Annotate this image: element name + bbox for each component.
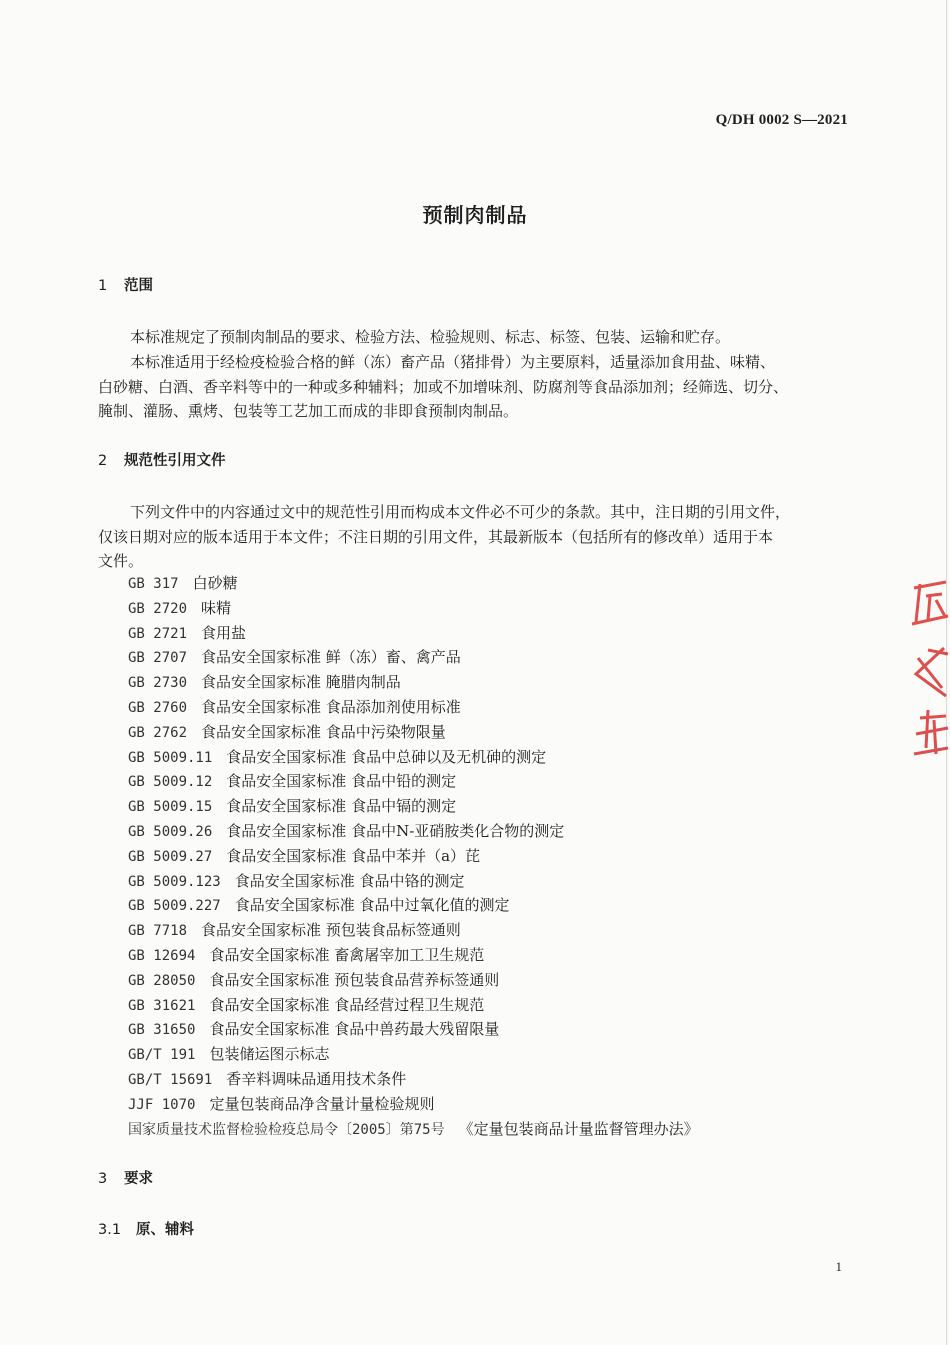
section-heading-normative	[98, 449, 226, 470]
reference-code: GB 31650	[128, 1022, 196, 1039]
intro-line: 仅该日期对应的版本适用于本文件；不注日期的引用文件，其最新版本（包括所有的修改单）适用于本	[98, 527, 774, 546]
reference-item	[128, 819, 699, 844]
reference-code: GB 2760	[128, 699, 188, 716]
reference-code: GB 2707	[128, 650, 188, 667]
section-title: 要求	[124, 1171, 153, 1187]
reference-item	[128, 844, 699, 869]
reference-title: 味精	[201, 598, 232, 617]
reference-title: 包装储运图示标志	[209, 1045, 330, 1064]
section-number: 1	[98, 278, 108, 294]
reference-list	[128, 571, 699, 1141]
reference-code: 国家质量技术监督检验检疫总局令〔2005〕第75号	[128, 1121, 445, 1138]
reference-item	[128, 571, 699, 596]
reference-title: 《定量包装商品计量监督管理办法》	[458, 1119, 699, 1138]
reference-title: 食品安全国家标准 食品中兽药最大残留限量	[209, 1020, 500, 1039]
section-number: 3	[98, 1171, 108, 1187]
reference-title: 食品安全国家标准 食品中苯并（a）芘	[226, 846, 481, 865]
scope-line: 白砂糖、白酒、香辛料等中的一种或多种辅料；加或不加增味剂、防腐剂等食品添加剂；经筛选、切分、	[98, 377, 789, 396]
reference-code: GB 5009.11	[128, 749, 213, 766]
reference-code: GB 5009.15	[128, 799, 213, 816]
reference-code: GB 2720	[128, 600, 188, 617]
scope-line: 腌制、灌肠、熏烤、包装等工艺加工而成的非即食预制肉制品。	[98, 402, 519, 420]
reference-title: 食品安全国家标准 预包装食品标签通则	[201, 921, 461, 940]
section-number: 2	[98, 453, 108, 469]
standard-code: Q/DH 0002 S—2021	[715, 112, 848, 128]
reference-title: 食品安全国家标准 鲜（冻）畜、禽产品	[201, 648, 461, 667]
reference-item	[128, 794, 699, 819]
reference-title: 食品安全国家标准 食品中铬的测定	[234, 871, 465, 890]
reference-item	[128, 1117, 699, 1142]
intro-line: 文件。	[98, 552, 144, 570]
scope-paragraph-2	[98, 350, 848, 424]
reference-item	[128, 596, 699, 621]
reference-item	[128, 1042, 699, 1067]
reference-title: 食品安全国家标准 食品中N-亚硝胺类化合物的测定	[226, 821, 565, 840]
section-title: 原、辅料	[136, 1222, 194, 1238]
reference-title: 白砂糖	[192, 574, 238, 592]
reference-code: GB 7718	[128, 923, 188, 940]
intro-line: 下列文件中的内容通过文中的规范性引用而构成本文件必不可少的条款。其中，注日期的引用文件，	[130, 503, 791, 521]
reference-code: GB 5009.27	[128, 848, 213, 865]
reference-item	[128, 670, 699, 695]
reference-item	[128, 893, 699, 918]
section-heading-requirements	[98, 1167, 153, 1188]
scope-line: 本标准适用于经检疫检验合格的鲜（冻）畜产品（猪排骨）为主要原料，适量添加食用盐、味精、	[130, 353, 776, 371]
reference-code: GB 12694	[128, 947, 196, 964]
section-heading-scope	[98, 274, 153, 295]
page-number: 1	[835, 1259, 842, 1274]
reference-item	[128, 1017, 699, 1042]
reference-code: GB 5009.26	[128, 823, 213, 840]
reference-item	[128, 745, 699, 770]
reference-item	[128, 968, 699, 993]
reference-item	[128, 645, 699, 670]
reference-item	[128, 993, 699, 1018]
section-title: 范围	[124, 278, 153, 294]
reference-code: GB/T 191	[128, 1047, 196, 1064]
section-title: 规范性引用文件	[124, 453, 226, 469]
reference-item	[128, 943, 699, 968]
reference-title: 食品安全国家标准 食品经营过程卫生规范	[209, 995, 485, 1014]
reference-code: GB 31621	[128, 997, 196, 1014]
reference-title: 香辛料调味品通用技术条件	[226, 1069, 407, 1088]
section-number: 3.1	[98, 1222, 122, 1238]
seal-stamp-fragment	[906, 578, 950, 768]
reference-code: JJF 1070	[128, 1096, 196, 1113]
reference-code: GB 5009.123	[128, 873, 221, 890]
reference-item	[128, 869, 699, 894]
reference-item	[128, 918, 699, 943]
reference-code: GB 2721	[128, 625, 188, 642]
reference-title: 食品安全国家标准 预包装食品营养标签通则	[209, 970, 500, 989]
reference-title: 食品安全国家标准 腌腊肉制品	[201, 673, 401, 692]
reference-title: 食品安全国家标准 食品中总砷以及无机砷的测定	[226, 747, 547, 766]
reference-item	[128, 1067, 699, 1092]
reference-title: 食品安全国家标准 食品中铅的测定	[226, 772, 457, 791]
reference-item	[128, 720, 699, 745]
reference-item	[128, 695, 699, 720]
reference-code: GB 2762	[128, 724, 188, 741]
reference-title: 定量包装商品净含量计量检验规则	[209, 1094, 435, 1113]
reference-code: GB 5009.12	[128, 774, 213, 791]
reference-title: 食品安全国家标准 食品中镉的测定	[226, 797, 457, 816]
reference-code: GB 317	[128, 576, 179, 592]
document-title: 预制肉制品	[422, 203, 528, 227]
reference-code: GB/T 15691	[128, 1071, 213, 1088]
scope-text: 本标准规定了预制肉制品的要求、检验方法、检验规则、标志、标签、包装、运输和贮存。	[130, 328, 731, 346]
reference-title: 食品安全国家标准 食品添加剂使用标准	[201, 697, 461, 716]
reference-code: GB 2730	[128, 675, 188, 692]
reference-item	[128, 621, 699, 646]
subsection-heading-materials	[98, 1218, 194, 1239]
normative-intro	[98, 500, 848, 574]
reference-code: GB 5009.227	[128, 898, 221, 915]
reference-title: 食用盐	[201, 623, 247, 642]
reference-item	[128, 769, 699, 794]
reference-title: 食品安全国家标准 食品中过氧化值的测定	[234, 896, 510, 915]
reference-title: 食品安全国家标准 食品中污染物限量	[201, 722, 446, 741]
reference-title: 食品安全国家标准 畜禽屠宰加工卫生规范	[209, 945, 485, 964]
scope-paragraph-1	[98, 325, 848, 350]
reference-item	[128, 1092, 699, 1117]
reference-code: GB 28050	[128, 972, 196, 989]
